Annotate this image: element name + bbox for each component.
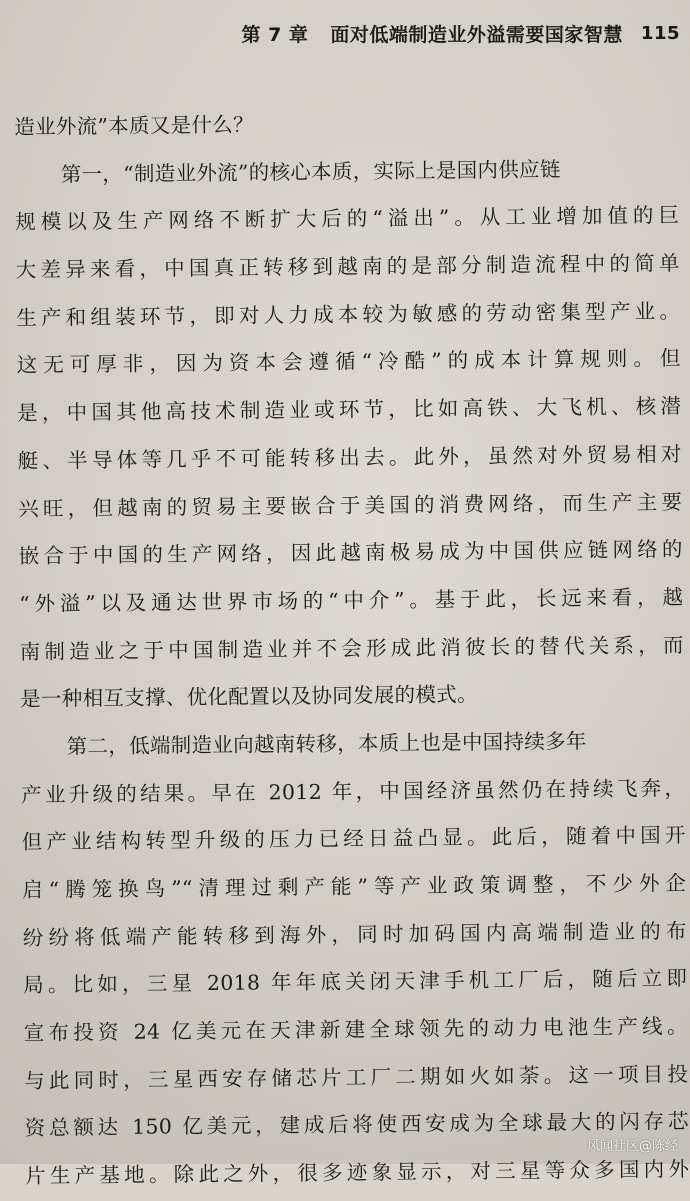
text-line: 造业外流”本质又是什么？ [14,112,254,139]
text-line: 局。比如，三星 2018 年年底关闭天津手机工厂后，随后立即 [23,966,688,998]
text-line: 资总额达 150 亿美元，建成后将使西安成为全球最大的闪存芯 [24,1109,689,1141]
text-line: 纷纷将低端产能转移到海外，同时加码国内高端制造业的布 [22,918,687,950]
text-line: 与此同时，三星西安存储芯片工厂二期如火如荼。这一项目投 [24,1061,689,1093]
watermark-text: 风闻社区@陈经 [586,1139,678,1154]
chapter-label: 第 7 章 [241,23,309,46]
text-line: “外溢”以及通达世界市场的“中介”。基于此，长远来看，越 [19,584,684,616]
text-line: 南制造业之于中国制造业并不会形成此消彼长的替代关系，而 [19,632,684,664]
text-line: 是一种相互支撑、优化配置以及协同发展的模式。 [20,682,478,712]
text-line: 兴旺，但越南的贸易主要嵌合于美国的消费网络，而生产主要 [18,489,683,521]
text-line: 这无可厚非，因为资本会遵循“冷酷”的成本计算规则。但 [16,346,681,378]
text-line: 规模以及生产网络不断扩大后的“溢出”。从工业增加值的巨 [15,203,680,235]
text-line: 启“腾笼换鸟”“清理过剩产能”等产业政策调整，不少外企 [22,871,687,902]
running-header [240,18,680,48]
text-line: 大差异来看，中国真正转移到越南的是部分制造流程中的简单 [15,251,680,283]
page-number: 115 [640,22,680,44]
text-line: 第一，“制造业外流”的核心本质，实际上是国内供应链 [60,156,561,187]
text-line: 片生产基地。除此之外，很多迹象显示，对三星等众多国内外 [25,1157,690,1189]
text-line: 但产业结构转型升级的压力已经日益凸显。此后，随着中国开 [21,823,686,855]
body-text [14,97,689,1201]
text-line: 产业升级的结果。早在 2012 年，中国经济虽然仍在持续飞奔， [21,775,686,807]
text-line: 嵌合于中国的生产网络，因此越南极易成为中国供应链网络的 [18,537,683,569]
text-line: 宣布投资 24 亿美元在天津新建全球领先的动力电池生产线。 [23,1014,688,1046]
text-line: 艇、半导体等几乎不可能转移出去。此外，虽然对外贸易相对 [17,441,682,473]
chapter-title: 面对低端制造业外溢需要国家智慧 [330,23,623,46]
text-line: 生产和组装环节，即对人力成本较为敏感的劳动密集型产业。 [16,298,681,330]
text-line: 第二，低端制造业向越南转移，本质上也是中国持续多年 [66,728,587,759]
text-line: 是，中国其他高技术制造业或环节，比如高铁、大飞机、核潜 [17,394,682,426]
